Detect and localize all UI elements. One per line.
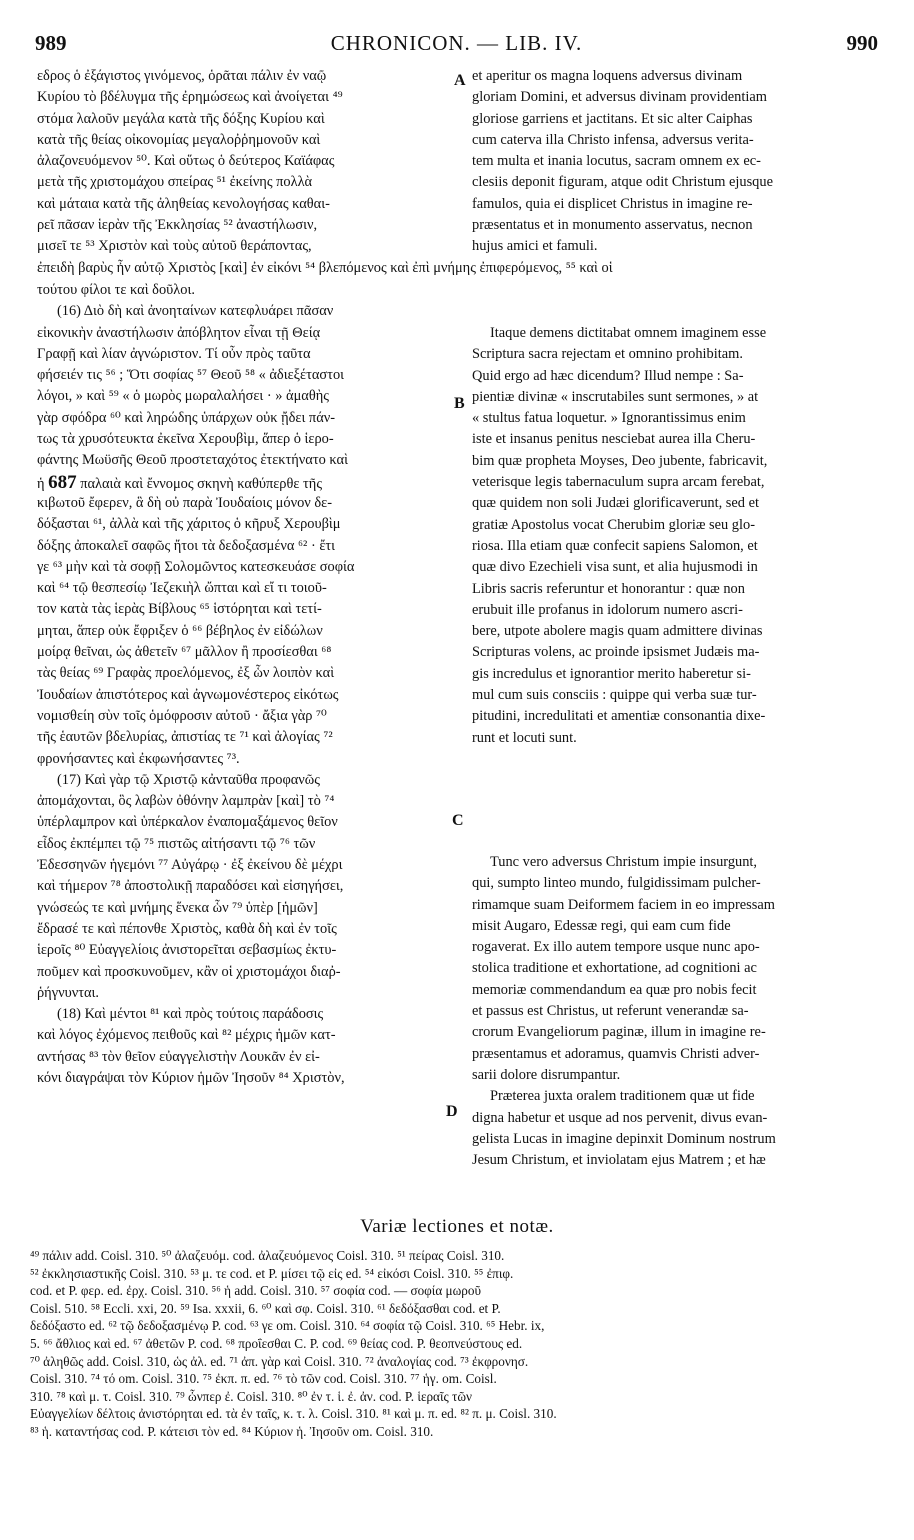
note-line: Coisl. 310. ⁷⁴ τό om. Coisl. 310. ⁷⁵ ἐκπ. π. ed. ⁷⁶ τὸ τῶν cod. Coisl. 310. ⁷⁷ ἡγ. om. Coisl. bbox=[30, 1371, 497, 1387]
text-line: ρεῖ πᾶσαν ἱερὰν τῆς Ἐκκλησίας ⁵² ἀναστήλωσιν, bbox=[37, 217, 318, 234]
text-line: τῆς ἑαυτῶν βδελυρίας, ἀπιστίας τε ⁷¹ καὶ ἀλογίας ⁷² bbox=[37, 729, 333, 746]
text-line: νομισθείη σὺν τοῖς ὁμόφροσιν αὐτοῦ · ἄξια γὰρ ⁷⁰ bbox=[37, 707, 327, 724]
text-line: riosa. Illa etiam quæ confecit sapiens Salomon, et bbox=[472, 537, 758, 554]
text-line: Jesum Christum, et inviolatam ejus Matrem ; et hæ bbox=[472, 1152, 766, 1169]
note-line: cod. et P. φερ. ed. ἐρχ. Coisl. 310. ⁵⁶ ἡ add. Coisl. 310. ⁵⁷ σοφία cod. — σοφία μωροῦ bbox=[30, 1283, 482, 1299]
text-line: « stultus fatua loquetur. » Ignorantissimus enim bbox=[472, 410, 746, 427]
text-line: Scriptura sacra rejectam et omnino prohibitam. bbox=[472, 346, 743, 363]
text-line: famulos, quia ei displicet Christus in imagine re- bbox=[472, 195, 753, 212]
note-line: ⁸³ ἡ. καταντήσας cod. P. κάτεισι τὸν ed. ⁸⁴ Κύριον ἡ. Ἰησοῦν om. Coisl. 310. bbox=[30, 1423, 434, 1439]
latin-column-top bbox=[472, 66, 880, 258]
text-line: quæ divo Ezechieli visa sunt, et alia hujusmodi in bbox=[472, 559, 758, 576]
text-line: μηται, ἅπερ οὐκ ἔφριξεν ὁ ⁶⁶ βέβηλος ἐν εἰδώλων bbox=[37, 622, 323, 639]
text-line: δόξης ἀποκαλεῖ σαφῶς ἤτοι τὰ δεδοξασμένα ⁶² · ἔτι bbox=[37, 537, 336, 554]
text-line: pientiæ divinæ « inscrutabiles sunt sermones, » at bbox=[472, 388, 759, 405]
text-line: γὰρ σφόδρα ⁶⁰ καὶ ληρώδης ὑπάρχων οὐκ ᾔδει πάν- bbox=[37, 409, 336, 426]
text-line: Ἰουδαίων ἀπιστότερος καὶ ἀγνωμονέστερος εἰκότως bbox=[37, 686, 339, 703]
text-line: præsentatus et in monumento asservatus, necnon bbox=[472, 217, 753, 234]
text-line: ἔδρασέ τε καὶ πέπονθε Χριστὸς, καθὰ δὴ καὶ ἐν τοῖς bbox=[37, 920, 337, 937]
variant-readings-notes bbox=[30, 1247, 884, 1441]
text-line: ἀλαζονευόμενον ⁵⁰. Καὶ οὕτως ὁ δεύτερος Καϊάφας bbox=[37, 153, 335, 170]
text-line: ἀπομάχονται, ὃς λαβὼν ὀθόνην λαμπρὰν [καὶ] τὸ ⁷⁴ bbox=[37, 793, 335, 810]
text-line: tem multa et inania locutus, sacram omnem ex ec- bbox=[472, 153, 761, 170]
text-line: gloriam Domini, et adversus divinam providentiam bbox=[472, 89, 767, 106]
note-line: ⁴⁹ πάλιν add. Coisl. 310. ⁵⁰ ἀλαζευόμ. cod. ἀλαζευόμενος Coisl. 310. ⁵¹ πείρας Coisl. 310. bbox=[30, 1248, 505, 1263]
text-line: crorum Evangeliorum paginæ, illum in imagine re- bbox=[472, 1024, 766, 1041]
page-title: CHRONICON. — LIB. IV. bbox=[330, 31, 583, 55]
note-line: ⁵² ἐκκλησιαστικῆς Coisl. 310. ⁵³ μ. τε cod. et P. μίσει τῷ εἰς ed. ⁵⁴ εἰκόσι Coisl. 310. ⁵⁵ ἐπιφ. bbox=[30, 1265, 514, 1281]
text-line: τον κατὰ τὰς ἱερὰς Βίβλους ⁶⁵ ἱστόρηται καὶ τετί- bbox=[37, 601, 322, 618]
paragraph-16-start: (16) Διὸ δὴ καὶ ἀνοηταίνων κατεφλυάρει πᾶσαν bbox=[57, 303, 334, 320]
text-line: Ἐδεσσηνῶν ἡγεμόνι ⁷⁷ Αὐγάρῳ · ἐξ ἐκείνου δὲ μέχρι bbox=[37, 857, 343, 874]
text-line: λόγοι, » καὶ ⁵⁹ « ὁ μωρὸς μωραλαλήσει · » ἀμαθὴς bbox=[37, 388, 329, 405]
note-line: Coisl. 510. ⁵⁸ Eccli. xxi, 20. ⁵⁹ Isa. xxxii, 6. ⁶⁰ καὶ σφ. Coisl. 310. ⁶¹ δεδόξασθαι cod. et P. bbox=[30, 1300, 501, 1316]
text-line: Tunc vero adversus Christum impie insurgunt, bbox=[490, 854, 758, 870]
text-line: ἱεροῖς ⁸⁰ Εὐαγγελίοις ἀνιστορεῖται σεβασμίως ἐκτυ- bbox=[37, 942, 337, 959]
text-line: mul cum suis consciis : quippe qui verba suæ tur- bbox=[472, 687, 757, 704]
text-line: Libris sacris referuntur et honorantur : quæ non bbox=[472, 580, 745, 597]
text-line: Præterea juxta oralem traditionem quæ ut fide bbox=[490, 1088, 755, 1105]
text-line: φήσειέν τις ⁵⁶ ; Ὅτι σοφίας ⁵⁷ Θεοῦ ⁵⁸ « ἀδιεξέταστοι bbox=[37, 367, 345, 384]
text-line: Quid ergo ad hæc dicendum? Illud nempe : Sa- bbox=[472, 367, 744, 384]
page-number-right: 990 bbox=[846, 31, 878, 55]
margin-marker-d: D bbox=[446, 1103, 458, 1120]
page-number-left: 989 bbox=[35, 31, 67, 55]
text-line: ποῦμεν καὶ προσκυνοῦμεν, κἂν οἱ χριστομάχοι διαῤ- bbox=[37, 963, 341, 980]
text-line: ὑπέρλαμπρον καὶ ὑπέρκαλον ἐναπομαξάμενος θεῖον bbox=[37, 814, 338, 831]
margin-marker-a: A bbox=[454, 72, 466, 89]
text-line: gis incredulus et ignorantior merito haberetur si- bbox=[472, 665, 751, 682]
text-line: καὶ ⁶⁴ τῷ θεσπεσίῳ Ἰεζεκιὴλ ὤπται καὶ εἴ τι τοιοῦ- bbox=[37, 580, 327, 597]
paragraph-17-start: (17) Καὶ γὰρ τῷ Χριστῷ κἀνταῦθα προφανῶς bbox=[57, 771, 320, 788]
text-line: αντήσας ⁸³ τὸν θεῖον εὐαγγελιστὴν Λουκᾶν ἐν εἰ- bbox=[37, 1048, 320, 1065]
text-line: runt et locuti sunt. bbox=[472, 729, 577, 746]
running-header bbox=[35, 31, 878, 61]
text-line: misit Augaro, Edessæ regi, qui eam cum fide bbox=[472, 917, 731, 934]
text-line: ἐπειδὴ βαρὺς ἦν αὐτῷ Χριστὸς [καὶ] ἐν εἰκόνι ⁵⁴ βλεπόμενος καὶ ἐπὶ μνήμης ἐπιφερόμενος, ⁵⁵ καὶ οἱ bbox=[37, 260, 613, 276]
text-line: bim quæ propheta Moyses, Deo jubente, fabricavit, bbox=[472, 452, 768, 469]
text-line: bere, utpote abolere magis quam admittere divinas bbox=[472, 623, 763, 640]
text-line: ῥήγνυνται. bbox=[37, 984, 99, 1001]
margin-marker-b: B bbox=[454, 395, 465, 412]
note-line: δεδόξαστο ed. ⁶² τῷ δεδοξασμένῳ P. cod. ⁶³ γε om. Coisl. 310. ⁶⁴ σοφία τῷ Coisl. 310. ⁶⁵ Hebr. ix, bbox=[30, 1318, 545, 1334]
text-line: gelista Lucas in imagine depinxit Dominum nostrum bbox=[472, 1130, 776, 1147]
text-line: gloriose garriens et jactitans. Et sic alter Caiphas bbox=[472, 110, 753, 127]
text-line: καὶ μάταια κατὰ τῆς ἀληθείας κενολογήσας καθαι- bbox=[37, 195, 330, 212]
greek-column-main bbox=[37, 280, 453, 1089]
latin-column-middle bbox=[472, 323, 880, 749]
text-line: gratiæ Apostolus vocat Cherubim gloriæ seu glo- bbox=[472, 516, 755, 533]
greek-column-top bbox=[37, 66, 453, 258]
text-line: rogaverat. Ex illo autem tempore usque nunc apo- bbox=[472, 939, 760, 956]
text-line: veterisque legis tabernaculum supra arcam ferebat, bbox=[472, 474, 765, 491]
text-line: τὰς θείας ⁶⁹ Γραφὰς προελόμενος, ἐξ ὧν λοιπὸν καὶ bbox=[37, 665, 335, 682]
text-line: δόξασται ⁶¹, ἀλλὰ καὶ τῆς χάριτος ὁ κῆρυξ Χερουβὶμ bbox=[37, 516, 341, 533]
text-line: iste et insanus penitus nesciebat aurea illa Cheru- bbox=[472, 431, 756, 448]
text-line: erubuit ille profanus in idolorum numero ascri- bbox=[472, 601, 743, 618]
text-line-with-page-ref: ἡ 687 παλαιὰ καὶ ἔννομος σκηνὴ καθύπερθε τῆς bbox=[37, 471, 323, 493]
text-line: memoriæ commendandum ea quæ pro nobis fecit bbox=[472, 981, 757, 998]
text-line: et aperitur os magna loquens adversus divinam bbox=[472, 68, 743, 84]
text-line: quæ quidem non soli Judæi glorificaverunt, sed et bbox=[472, 495, 759, 512]
text-line: μισεῖ τε ⁵³ Χριστὸν καὶ τοὺς αὐτοῦ θεράποντας, bbox=[37, 238, 312, 255]
text-line: φάντης Μωϋσῆς Θεοῦ προστεταχότος ἐτεκτήνατο καὶ bbox=[37, 452, 348, 469]
note-line: 5. ⁶⁶ ἄθλιος καὶ ed. ⁶⁷ ἀθετῶν P. cod. ⁶⁸ προΐεσθαι C. P. cod. ⁶⁹ θείας cod. P. θεοπνεύστους ed. bbox=[30, 1335, 523, 1351]
text-line: κόνι διαγράψαι τὸν Κύριον ἡμῶν Ἰησοῦν ⁸⁴ Χριστὸν, bbox=[37, 1069, 345, 1086]
text-line: φρονήσαντες καὶ ἐκφωνήσαντες ⁷³. bbox=[37, 750, 240, 767]
text-line: μετὰ τῆς χριστομάχου σπείρας ⁵¹ ἐκείνης πολλὰ bbox=[37, 174, 313, 191]
text-line: sarii dolore disrumpantur. bbox=[472, 1066, 621, 1083]
text-line: γε ⁶³ μὴν καὶ τὰ σοφῇ Σολομῶντος κατεσκευάσε σοφία bbox=[37, 558, 355, 575]
notes-title: Variæ lectiones et notæ. bbox=[360, 1216, 554, 1237]
text-line: hujus amici et famuli. bbox=[472, 238, 598, 255]
text-line: qui, sumpto linteo mundo, fulgidissimam pulcher- bbox=[472, 875, 761, 892]
margin-marker-c: C bbox=[452, 812, 464, 829]
text-line: rimamque suam Deiformem faciem in eo impressam bbox=[472, 896, 775, 913]
full-width-line bbox=[37, 258, 880, 279]
latin-column-bottom bbox=[472, 852, 880, 1171]
text-line: stolica traditione et exhortatione, ad cognitioni ac bbox=[472, 960, 757, 977]
text-line: κατὰ τῆς θείας οἰκονομίας μεγαλοῤῥημονοῦν καὶ bbox=[37, 131, 321, 148]
note-line: ⁷⁰ ἀληθῶς add. Coisl. 310, ὡς ἀλ. ed. ⁷¹ ἀπ. γὰρ καὶ Coisl. 310. ⁷² ἀναλογίας cod. ⁷³ ἐκφρονησ. bbox=[30, 1353, 529, 1369]
text-line: pitudini, incredulitati et amentiæ consonantia dixe- bbox=[472, 708, 766, 725]
paragraph-18-start: (18) Καὶ μέντοι ⁸¹ καὶ πρὸς τούτοις παράδοσις bbox=[57, 1006, 324, 1023]
text-line: στόμα λαλοῦν μεγάλα κατὰ τῆς δόξης Κυρίου καὶ bbox=[37, 110, 325, 127]
text-line: τως τὰ χρυσότευκτα ἐκεῖνα Χερουβὶμ, ἅπερ ὁ ἱερο- bbox=[37, 431, 334, 448]
page-reference: 687 bbox=[48, 471, 77, 493]
text-line: præsentamus et adoramus, quamvis Christi adver- bbox=[472, 1045, 760, 1062]
text-line: Κυρίου τὸ βδέλυγμα τῆς ἐρημώσεως καὶ ἀνοίγεται ⁴⁹ bbox=[37, 89, 343, 106]
text-line: et passus est Christus, ut referunt venerandæ sa- bbox=[472, 1003, 749, 1020]
text-line: εδρος ὁ ἐξάγιστος γινόμενος, ὁρᾶται πάλιν ἐν ναῷ bbox=[37, 68, 327, 84]
text-line: cum caterva illa Christo infensa, adversus verita- bbox=[472, 131, 754, 148]
text-line: γνώσεώς τε καὶ μνήμης ἕνεκα ὧν ⁷⁹ ὑπὲρ [ἡμῶν] bbox=[37, 899, 318, 916]
text-line: Itaque demens dictitabat omnem imaginem esse bbox=[490, 325, 767, 341]
note-line: Εὐαγγελίων δέλτοις ἀνιστόρηται ed. τὰ ἐν ταῖς, κ. τ. λ. Coisl. 310. ⁸¹ καὶ μ. π. ed. ⁸² π. μ. Coisl. 310. bbox=[30, 1406, 557, 1422]
text-line: digna habetur et usque ad nos pervenit, divus evan- bbox=[472, 1109, 768, 1126]
text-line: Scripturas volens, ac proinde ipsismet Judæis ma- bbox=[472, 644, 760, 661]
text-line: Γραφῇ καὶ λίαν ἀγνώριστον. Τί οὖν πρὸς ταῦτα bbox=[37, 345, 311, 362]
text-line: εἰκονικὴν ἀναστήλωσιν ἀπόβλητον εἶναι τῇ Θείᾳ bbox=[37, 324, 321, 341]
text-line: μοίρᾳ θεῖναι, ὡς ἀθετεῖν ⁶⁷ μᾶλλον ἢ προσίεσθαι ⁶⁸ bbox=[37, 644, 332, 661]
text-line: εἶδος ἐκπέμπει τῷ ⁷⁵ πιστῶς αἰτήσαντι τῷ ⁷⁶ τῶν bbox=[37, 835, 316, 852]
note-line: 310. ⁷⁸ καὶ μ. τ. Coisl. 310. ⁷⁹ ὧνπερ ἐ. Coisl. 310. ⁸⁰ ἐν τ. ἱ. ἐ. ἀν. cod. P. ἱεραῖς τῶν bbox=[30, 1388, 472, 1404]
text-line: κιβωτοῦ ἔφερεν, ἃ δὴ οὐ παρὰ Ἰουδαίοις μόνον δε- bbox=[37, 494, 332, 511]
text-line: καὶ λόγος ἐχόμενος πειθοῦς καὶ ⁸² μέχρις ἡμῶν κατ- bbox=[37, 1027, 336, 1044]
text-line: clesiis deponit figuram, atque odit Christum ejusque bbox=[472, 174, 773, 191]
text-line: καὶ τήμερον ⁷⁸ ἀποστολικῇ παραδόσει καὶ εἰσηγήσει, bbox=[37, 878, 344, 895]
text-line: τούτου φίλοι τε καὶ δοῦλοι. bbox=[37, 282, 195, 298]
